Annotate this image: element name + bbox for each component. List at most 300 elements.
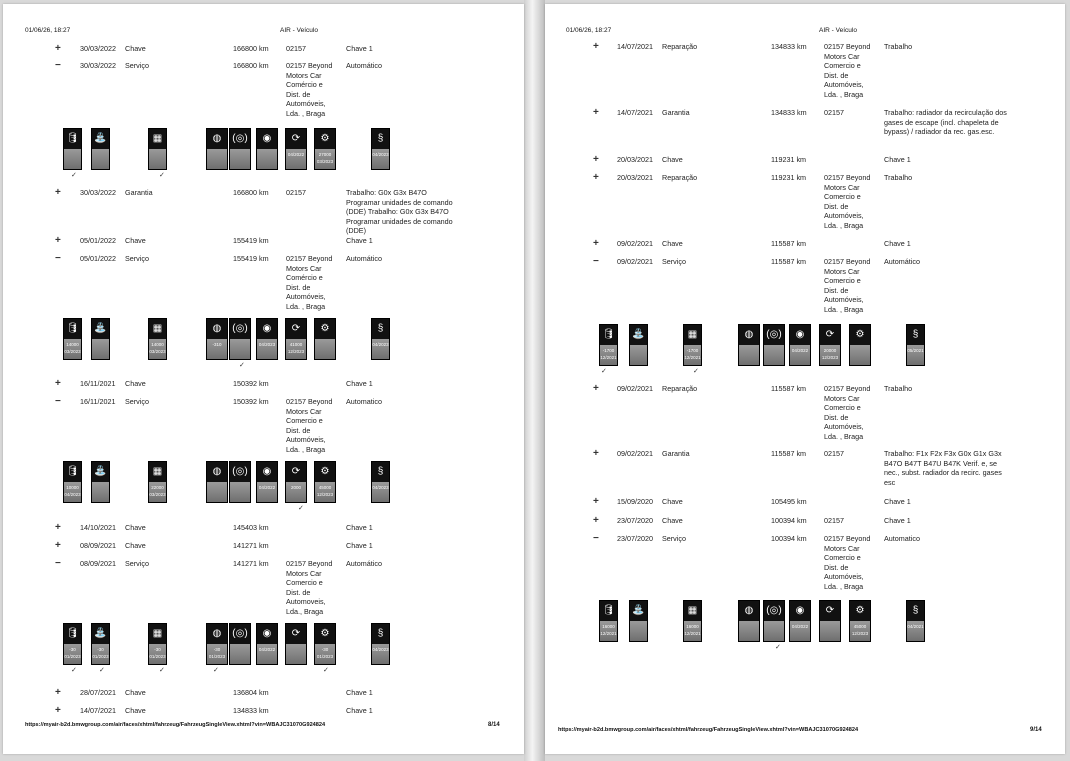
rear-brake-icon-glyph: ◉ (795, 605, 805, 616)
front-brake-icon (206, 461, 228, 503)
service-due-value: 04/2022 (790, 345, 810, 365)
service-due-value: 04/2021 (907, 621, 924, 641)
row-km: 134833 km (771, 108, 807, 117)
service-due-value: 04/2023 (372, 644, 389, 664)
vehicle-check-icon (819, 600, 841, 642)
row-detail: Trabalho: F1x F2x F3x G0x G1x G3x B47O B47T B47U B47K Verif. e, se nec., subst. radiador da recirc. gases esc (884, 449, 1002, 487)
inspection-icon-glyph: § (377, 628, 384, 639)
footer-url[interactable]: https://myair-b2d.bmwgroup.com/air/faces/xhtml/fahrzeug/FahrzeugSingleView.xhtml?vin=WBAJC31070G924824 (558, 727, 859, 733)
oil-can-icon (599, 600, 618, 642)
brake-fluid-icon (229, 318, 251, 360)
front-brake-icon (206, 318, 228, 360)
service-due-value (286, 644, 306, 664)
service-due-value: -30 01/2023 (207, 644, 227, 664)
row-date: 16/11/2021 (80, 379, 116, 388)
row-type: Chave (125, 44, 146, 53)
row-km: 166800 km (233, 44, 269, 53)
service-icon-strip (545, 600, 1065, 650)
check-mark-icon: ✓ (298, 505, 304, 512)
service-due-value (207, 149, 227, 169)
rear-brake-icon (256, 128, 278, 170)
vehicle-check-icon (285, 318, 307, 360)
vehicle-check-icon (285, 128, 307, 170)
spark-icon-glyph: ⚙ (855, 605, 865, 616)
collapse-toggle[interactable]: − (593, 256, 599, 267)
service-due-value: 20000 12/2023 (820, 345, 840, 365)
row-detail: Chave 1 (884, 155, 911, 164)
service-icon-strip (3, 318, 524, 368)
service-due-value: -1700 12/2021 (600, 345, 617, 365)
collapse-toggle[interactable]: − (55, 253, 61, 264)
row-dealer: 02157 (824, 516, 844, 525)
row-dealer: 02157 Beyond Motors Car Comercio e Dist. de Automoveis, Lda., Braga (286, 559, 333, 616)
spark-icon-glyph: ⚙ (855, 329, 865, 340)
row-date: 09/02/2021 (617, 449, 653, 458)
vehicle-check-icon-glyph: ⟳ (291, 133, 301, 144)
expand-toggle[interactable]: + (593, 107, 599, 118)
service-due-value: 04/2022 (286, 149, 306, 169)
spark-icon-glyph: ⚙ (320, 323, 330, 334)
front-brake-icon-glyph: ◍ (212, 133, 222, 144)
service-icon-strip (3, 128, 524, 178)
row-detail: Chave 1 (884, 516, 911, 525)
row-km: 105495 km (771, 497, 807, 506)
service-due-value (207, 482, 227, 502)
service-due-value (230, 482, 250, 502)
brake-fluid-icon (229, 623, 251, 665)
wiper-fluid-icon (91, 318, 110, 360)
row-km: 134833 km (771, 42, 807, 51)
service-due-value (149, 149, 166, 169)
row-type: Chave (125, 541, 146, 550)
expand-toggle[interactable]: + (55, 522, 61, 533)
row-detail: Chave 1 (346, 688, 373, 697)
vehicle-check-icon-glyph: ⟳ (291, 323, 301, 334)
service-due-value (92, 339, 109, 359)
service-due-value: 04/2022 (257, 482, 277, 502)
row-date: 30/03/2022 (80, 188, 116, 197)
vehicle-check-icon (819, 324, 841, 366)
inspection-icon-glyph: § (377, 466, 384, 477)
row-km: 119231 km (771, 155, 807, 164)
microfilter-icon (148, 461, 167, 503)
row-type: Chave (662, 155, 683, 164)
wiper-fluid-icon (91, 623, 110, 665)
row-type: Garantia (662, 108, 690, 117)
spark-icon (849, 600, 871, 642)
row-dealer: 02157 Beyond Motors Car Comércio e Dist. de Automóveis, Lda. , Braga (286, 61, 333, 118)
service-due-value: 05/2021 (907, 345, 924, 365)
row-date: 15/09/2020 (617, 497, 653, 506)
row-date: 30/03/2022 (80, 61, 116, 70)
document-page-right (545, 4, 1065, 754)
brake-fluid-icon-glyph: (◎) (766, 329, 782, 340)
expand-toggle[interactable]: + (55, 235, 61, 246)
row-detail: Trabalho: radiador da recirculação dos gases de escape (incl. chapeleta de bypass) / radiador da rec. gas.esc. (884, 108, 1007, 137)
microfilter-icon-glyph: ▦ (687, 605, 698, 616)
row-type: Reparação (662, 384, 698, 393)
service-due-value: 04/2023 (372, 482, 389, 502)
check-mark-icon: ✓ (71, 667, 77, 674)
microfilter-icon-glyph: ▦ (152, 628, 163, 639)
expand-toggle[interactable]: + (55, 705, 61, 716)
row-date: 09/02/2021 (617, 239, 653, 248)
page-number: 9/14 (1030, 727, 1042, 733)
row-type: Reparação (662, 42, 698, 51)
service-due-value (257, 149, 277, 169)
row-km: 115587 km (771, 239, 807, 248)
spark-icon-glyph: ⚙ (320, 466, 330, 477)
spark-icon-glyph: ⚙ (320, 628, 330, 639)
collapse-toggle[interactable]: − (55, 60, 61, 71)
oil-can-icon (63, 623, 82, 665)
check-mark-icon: ✓ (601, 368, 607, 375)
spark-icon (314, 461, 336, 503)
row-detail: Automático (884, 257, 920, 266)
oil-can-icon-glyph: 🛢 (602, 605, 615, 616)
vehicle-check-icon-glyph: ⟳ (825, 329, 835, 340)
oil-can-icon-glyph: 🛢 (66, 323, 79, 334)
service-due-value: 14000 03/2023 (64, 339, 81, 359)
service-due-value (764, 621, 784, 641)
collapse-toggle[interactable]: − (593, 533, 599, 544)
row-km: 115587 km (771, 257, 807, 266)
wiper-fluid-icon-glyph: ⛲ (94, 628, 107, 639)
inspection-icon (371, 318, 390, 360)
row-km: 119231 km (771, 173, 807, 182)
service-due-value (630, 345, 647, 365)
row-date: 20/03/2021 (617, 173, 653, 182)
service-due-value (820, 621, 840, 641)
service-due-value (764, 345, 784, 365)
row-type: Chave (662, 516, 683, 525)
collapse-toggle[interactable]: − (55, 558, 61, 569)
row-km: 145403 km (233, 523, 269, 532)
row-km: 141271 km (233, 541, 269, 550)
check-mark-icon: ✓ (71, 172, 77, 179)
service-due-value: -1700 12/2021 (684, 345, 701, 365)
row-km: 166800 km (233, 188, 269, 197)
expand-toggle[interactable]: + (593, 238, 599, 249)
inspection-icon-glyph: § (377, 323, 384, 334)
row-type: Reparação (662, 173, 698, 182)
wiper-fluid-icon-glyph: ⛲ (94, 466, 107, 477)
row-date: 14/07/2021 (617, 42, 653, 51)
service-due-value: 41000 12/2023 (286, 339, 306, 359)
inspection-icon-glyph: § (912, 605, 919, 616)
rear-brake-icon-glyph: ◉ (262, 133, 272, 144)
row-dealer: 02157 Beyond Motors Car Comercio e Dist. de Automóveis, Lda. , Braga (824, 257, 871, 314)
service-due-value (230, 339, 250, 359)
brake-fluid-icon-glyph: (◎) (766, 605, 782, 616)
service-due-value: 22000 03/2023 (149, 482, 166, 502)
row-type: Chave (662, 239, 683, 248)
microfilter-icon (148, 318, 167, 360)
check-mark-icon: ✓ (159, 172, 165, 179)
row-dealer: 02157 Beyond Motors Car Comercio e Dist. de Automóveis, Lda. , Braga (824, 384, 871, 441)
expand-toggle[interactable]: + (55, 43, 61, 54)
row-km: 115587 km (771, 449, 807, 458)
print-date: 01/06/26, 18:27 (566, 27, 612, 34)
service-due-value: 16000 12/2021 (684, 621, 701, 641)
service-due-value (64, 149, 81, 169)
row-km: 155419 km (233, 236, 269, 245)
expand-toggle[interactable]: + (593, 496, 599, 507)
brake-fluid-icon-glyph: (◎) (232, 628, 248, 639)
service-icon-strip (545, 324, 1065, 374)
row-dealer: 02157 Beyond Motors Car Comercio e Dist. de Automóveis, Lda. , Braga (824, 534, 871, 591)
row-detail: Trabalho: G0x G3x B47O Programar unidades de comando (DDE) Trabalho: G0x G3x B47O Programar unidades de comando (DDE) (346, 188, 453, 236)
row-km: 155419 km (233, 254, 269, 263)
check-mark-icon: ✓ (323, 667, 329, 674)
row-date: 09/02/2021 (617, 257, 653, 266)
service-due-value: 27000 03/2023 (315, 149, 335, 169)
front-brake-icon-glyph: ◍ (744, 329, 754, 340)
microfilter-icon-glyph: ▦ (152, 133, 163, 144)
row-dealer: 02157 (286, 44, 306, 53)
row-detail: Chave 1 (346, 44, 373, 53)
vehicle-check-icon-glyph: ⟳ (291, 466, 301, 477)
inspection-icon (906, 600, 925, 642)
microfilter-icon-glyph: ▦ (687, 329, 698, 340)
oil-can-icon (63, 318, 82, 360)
expand-toggle[interactable]: + (593, 448, 599, 459)
inspection-icon (371, 128, 390, 170)
front-brake-icon (206, 128, 228, 170)
row-detail: Automático (346, 61, 382, 70)
check-mark-icon: ✓ (159, 667, 165, 674)
row-km: 150392 km (233, 379, 269, 388)
microfilter-icon (148, 128, 167, 170)
row-detail: Automático (346, 254, 382, 263)
row-detail: Trabalho (884, 173, 913, 182)
row-date: 23/07/2020 (617, 534, 653, 543)
wiper-fluid-icon-glyph: ⛲ (94, 133, 107, 144)
service-due-value (230, 149, 250, 169)
row-type: Serviço (125, 61, 149, 70)
row-date: 05/01/2022 (80, 254, 116, 263)
front-brake-icon (738, 324, 760, 366)
service-due-value: 45000 12/2023 (850, 621, 870, 641)
oil-can-icon (63, 461, 82, 503)
expand-toggle[interactable]: + (55, 687, 61, 698)
service-due-value: 16000 12/2021 (600, 621, 617, 641)
vehicle-check-icon-glyph: ⟳ (825, 605, 835, 616)
service-due-value (92, 149, 109, 169)
expand-toggle[interactable]: + (55, 378, 61, 389)
spark-icon-glyph: ⚙ (320, 133, 330, 144)
rear-brake-icon (256, 318, 278, 360)
row-date: 20/03/2021 (617, 155, 653, 164)
service-due-value: 04/2023 (372, 339, 389, 359)
inspection-icon-glyph: § (377, 133, 384, 144)
row-date: 14/10/2021 (80, 523, 116, 532)
microfilter-icon-glyph: ▦ (152, 466, 163, 477)
wiper-fluid-icon (91, 461, 110, 503)
check-mark-icon: ✓ (775, 644, 781, 651)
row-detail: Automático (346, 559, 382, 568)
service-due-value: 04/2023 (257, 339, 277, 359)
service-icon-strip (3, 461, 524, 511)
brake-fluid-icon (229, 128, 251, 170)
service-due-value: 04/2022 (790, 621, 810, 641)
service-due-value (739, 345, 759, 365)
oil-can-icon-glyph: 🛢 (66, 628, 79, 639)
service-due-value: 14000 03/2023 (149, 339, 166, 359)
brake-fluid-icon (763, 600, 785, 642)
row-type: Chave (125, 706, 146, 715)
brake-fluid-icon-glyph: (◎) (232, 323, 248, 334)
row-detail: Chave 1 (346, 706, 373, 715)
service-due-value: -30 01/2023 (64, 644, 81, 664)
row-type: Garantia (125, 188, 153, 197)
row-type: Serviço (662, 257, 686, 266)
microfilter-icon-glyph: ▦ (152, 323, 163, 334)
microfilter-icon (148, 623, 167, 665)
row-type: Serviço (125, 559, 149, 568)
row-detail: Chave 1 (346, 379, 373, 388)
check-mark-icon: ✓ (213, 667, 219, 674)
row-km: 134833 km (233, 706, 269, 715)
service-due-value: 45000 12/2023 (315, 482, 335, 502)
row-detail: Automatico (346, 397, 382, 406)
row-km: 136804 km (233, 688, 269, 697)
row-km: 141271 km (233, 559, 269, 568)
expand-toggle[interactable]: + (593, 41, 599, 52)
rear-brake-icon (256, 461, 278, 503)
page-number: 8/14 (488, 722, 500, 728)
oil-can-icon (599, 324, 618, 366)
row-detail: Chave 1 (884, 497, 911, 506)
wiper-fluid-icon-glyph: ⛲ (632, 329, 645, 340)
service-due-value (739, 621, 759, 641)
check-mark-icon: ✓ (99, 667, 105, 674)
row-detail: Trabalho (884, 384, 913, 393)
row-date: 08/09/2021 (80, 541, 116, 550)
row-type: Chave (125, 379, 146, 388)
rear-brake-icon-glyph: ◉ (262, 466, 272, 477)
row-detail: Chave 1 (884, 239, 911, 248)
row-dealer: 02157 Beyond Motors Car Comércio e Dist. de Automóveis, Lda. , Braga (286, 254, 333, 311)
spark-icon (314, 623, 336, 665)
row-dealer: 02157 Beyond Motors Car Comercio e Dist. de Automóveis, Lda. , Braga (824, 173, 871, 230)
spark-icon (849, 324, 871, 366)
service-due-value: -310 (207, 339, 227, 359)
brake-fluid-icon (763, 324, 785, 366)
row-dealer: 02157 Beyond Motors Car Comercio e Dist. de Automóveis, Lda. , Braga (286, 397, 333, 454)
row-type: Chave (662, 497, 683, 506)
page-title: AIR - Veículo (819, 27, 857, 34)
row-type: Serviço (125, 397, 149, 406)
oil-can-icon-glyph: 🛢 (602, 329, 615, 340)
front-brake-icon (738, 600, 760, 642)
row-dealer: 02157 (286, 188, 306, 197)
rear-brake-icon-glyph: ◉ (262, 323, 272, 334)
row-date: 28/07/2021 (80, 688, 116, 697)
oil-can-icon-glyph: 🛢 (66, 133, 79, 144)
rear-brake-icon (789, 324, 811, 366)
expand-toggle[interactable]: + (593, 172, 599, 183)
wiper-fluid-icon (91, 128, 110, 170)
vehicle-check-icon-glyph: ⟳ (291, 628, 301, 639)
service-due-value: 10000 04/2023 (64, 482, 81, 502)
vehicle-check-icon (285, 461, 307, 503)
check-mark-icon: ✓ (693, 368, 699, 375)
row-type: Serviço (662, 534, 686, 543)
row-date: 30/03/2022 (80, 44, 116, 53)
front-brake-icon-glyph: ◍ (212, 466, 222, 477)
rear-brake-icon-glyph: ◉ (262, 628, 272, 639)
row-date: 16/11/2021 (80, 397, 116, 406)
row-km: 150392 km (233, 397, 269, 406)
inspection-icon (906, 324, 925, 366)
footer-url[interactable]: https://myair-b2d.bmwgroup.com/air/faces/xhtml/fahrzeug/FahrzeugSingleView.xhtml?vin=WBAJC31070G924824 (25, 722, 326, 728)
page-fold (524, 0, 545, 761)
service-due-value: 2000 (286, 482, 306, 502)
expand-toggle[interactable]: + (55, 187, 61, 198)
row-km: 115587 km (771, 384, 807, 393)
page-title: AIR - Veículo (280, 27, 318, 34)
service-due-value (92, 482, 109, 502)
vehicle-check-icon (285, 623, 307, 665)
brake-fluid-icon-glyph: (◎) (232, 466, 248, 477)
expand-toggle[interactable]: + (593, 515, 599, 526)
service-icon-strip (3, 623, 524, 673)
service-due-value (230, 644, 250, 664)
inspection-icon (371, 461, 390, 503)
rear-brake-icon (256, 623, 278, 665)
row-detail: Trabalho (884, 42, 913, 51)
row-type: Serviço (125, 254, 149, 263)
inspection-icon (371, 623, 390, 665)
wiper-fluid-icon (629, 600, 648, 642)
front-brake-icon-glyph: ◍ (212, 628, 222, 639)
service-due-value: -30 01/2023 (315, 644, 335, 664)
rear-brake-icon (789, 600, 811, 642)
expand-toggle[interactable]: + (593, 154, 599, 165)
row-dealer: 02157 (824, 449, 844, 458)
microfilter-icon (683, 600, 702, 642)
row-type: Chave (125, 523, 146, 532)
row-detail: Chave 1 (346, 541, 373, 550)
wiper-fluid-icon-glyph: ⛲ (94, 323, 107, 334)
row-km: 166800 km (233, 61, 269, 70)
front-brake-icon-glyph: ◍ (212, 323, 222, 334)
oil-can-icon (63, 128, 82, 170)
wiper-fluid-icon-glyph: ⛲ (632, 605, 645, 616)
row-dealer: 02157 Beyond Motors Car Comercio e Dist. de Automóveis, Lda. , Braga (824, 42, 871, 99)
row-km: 100394 km (771, 516, 807, 525)
row-date: 08/09/2021 (80, 559, 116, 568)
expand-toggle[interactable]: + (593, 383, 599, 394)
row-type: Chave (125, 236, 146, 245)
service-due-value: 04/2023 (372, 149, 389, 169)
service-due-value: -30 01/2023 (92, 644, 109, 664)
row-km: 100394 km (771, 534, 807, 543)
spark-icon (314, 318, 336, 360)
service-due-value: -30 01/2023 (149, 644, 166, 664)
print-date: 01/06/26, 18:27 (25, 27, 71, 34)
row-detail: Chave 1 (346, 523, 373, 532)
row-detail: Chave 1 (346, 236, 373, 245)
row-type: Chave (125, 688, 146, 697)
expand-toggle[interactable]: + (55, 540, 61, 551)
collapse-toggle[interactable]: − (55, 396, 61, 407)
row-detail: Automatico (884, 534, 920, 543)
row-type: Garantia (662, 449, 690, 458)
wiper-fluid-icon (629, 324, 648, 366)
service-due-value (630, 621, 647, 641)
